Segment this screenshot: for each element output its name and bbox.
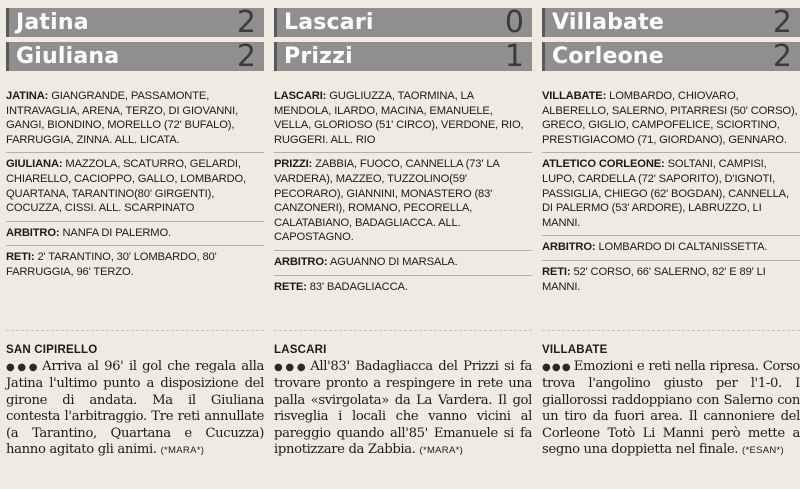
- home-lineup: [274, 89, 532, 152]
- home-team-name: Villabate: [552, 10, 664, 35]
- divider: [542, 330, 800, 331]
- report-body: Emozioni e reti nella ripresa. Corso trova l'angolino giusto per l'1-0. I giallorossi raddoppiano con Salerno con un tiro da fuori area. Il cannoniere del Corleone Totò Li Manni però mette a segno una doppietta nel finale.: [542, 359, 800, 458]
- referee-value: AGUANNO DI MARSALA.: [329, 255, 458, 268]
- report-text: [542, 359, 800, 459]
- goals-label: RETE:: [274, 280, 307, 293]
- referee-label: ARBITRO:: [542, 241, 596, 254]
- goals-label: RETI:: [6, 251, 35, 264]
- referee-value: LOMBARDO DI CALTANISSETTA.: [598, 241, 768, 254]
- report-place: SAN CIPIRELLO: [6, 344, 98, 356]
- away-team-bar: [6, 39, 264, 74]
- away-lineup-players: SOLTANI, CAMPISI, LUPO, CARDELLA (72' SAPORITO), D'IGNOTI, PASSIGLIA, CHIEGO (62' BOGDAN), CANNELLA, DI PALERMO (53' ARDORE), LABRUZZO, LI MANNI.: [542, 158, 789, 229]
- report-place: LASCARI: [274, 344, 327, 356]
- away-lineup-players: MAZZOLA, SCATURRO, GELARDI, CHIARELLO, CACIOPPO, GALLO, LOMBARDO, QUARTANA, TARANTINO(80' GIRGENTI), COCUZZA, CISSI. ALL. SCARPINATO: [6, 158, 247, 215]
- match-report: [6, 344, 264, 459]
- goals-value: 83' BADAGLIACCA.: [309, 280, 408, 293]
- goals: [542, 260, 800, 299]
- report-signature: (*MARA*): [419, 445, 464, 457]
- home-team-name: Lascari: [284, 10, 374, 35]
- report-body: All'83' Badagliacca del Prizzi si fa trovare pronto a respingere in rete una palla «svirgolata» da La Vardera. Il gol risveglia i locali che vanno vicini al pareggio quando all'85' Emanuele si fa ipnotizzare da Zabbia.: [274, 359, 532, 458]
- match-column-1: [6, 0, 264, 489]
- away-team-bar: [274, 39, 532, 74]
- match-details: [6, 89, 264, 285]
- referee-value: NANFA DI PALERMO.: [62, 226, 171, 239]
- away-team-score: 1: [504, 39, 524, 74]
- goals: [6, 245, 264, 284]
- referee: [274, 250, 532, 275]
- away-lineup-label: ATLETICO CORLEONE:: [542, 158, 665, 171]
- away-team-score: 2: [772, 39, 792, 74]
- home-team-bar: [542, 5, 800, 40]
- referee: [542, 235, 800, 260]
- divider: [6, 330, 264, 331]
- match-report: [274, 344, 532, 459]
- home-lineup: [542, 89, 800, 152]
- bullet-icon: ●●●: [274, 362, 309, 373]
- home-team-score: 2: [236, 5, 256, 40]
- match-report: [542, 344, 800, 459]
- home-team-score: 0: [504, 5, 524, 40]
- goals-value: 2' TARANTINO, 30' LOMBARDO, 80' FARRUGGIA, 96' TERZO.: [6, 251, 217, 278]
- report-signature: (*MARA*): [160, 445, 205, 457]
- home-team-bar: [6, 5, 264, 40]
- report-text: [6, 359, 264, 459]
- home-lineup-label: VILLABATE:: [542, 90, 607, 102]
- away-team-name: Prizzi: [284, 44, 353, 69]
- away-lineup-label: PRIZZI:: [274, 158, 313, 171]
- divider: [274, 330, 532, 331]
- home-team-score: 2: [772, 5, 792, 40]
- goals-value: 52' CORSO, 66' SALERNO, 82' E 89' LI MANNI.: [542, 265, 766, 293]
- away-team-name: Giuliana: [16, 44, 120, 69]
- away-lineup: [542, 152, 800, 235]
- home-lineup-players: LOMBARDO, CHIOVARO, ALBERELLO, SALERNO, PITARRESI (50' CORSO), GRECO, GIGLIO, CAMPOFELICE, SCIORTINO, PRESTIGIACOMO (71, GIORDANO), GENNARO.: [542, 90, 798, 146]
- away-team-bar: [542, 39, 800, 74]
- report-signature: (*ESAN*): [742, 445, 784, 457]
- away-lineup-label: GIULIANA:: [6, 158, 63, 171]
- home-team-bar: [274, 5, 532, 40]
- referee-label: ARBITRO:: [6, 226, 60, 239]
- goals: [274, 275, 532, 300]
- home-lineup-label: JATINA:: [6, 90, 49, 102]
- match-details: [274, 89, 532, 299]
- report-place: VILLABATE: [542, 344, 608, 356]
- match-column-2: [274, 0, 532, 489]
- home-lineup-players: GIANGRANDE, PASSAMONTE, INTRAVAGLIA, ARENA, TERZO, DI GIOVANNI, GANGI, BIONDINO, MORELLO (72' BUFALO), FARRUGGIA, ZINNA. ALL. LICATA.: [6, 90, 239, 146]
- match-details: [542, 89, 800, 299]
- away-lineup: [6, 152, 264, 220]
- away-team-score: 2: [236, 39, 256, 74]
- bullet-icon: ●●●: [6, 362, 41, 373]
- away-lineup-players: ZABBIA, FUOCO, CANNELLA (73' LA VARDERA), MAZZEO, TUZZOLINO(59' PECORARO), GIANNINI, MONASTERO (83' CANZONERI), ROMANO, PECORELLA, CALATABIANO, BADAGLIACCA. ALL. CAPOSTAGNO.: [274, 158, 500, 244]
- referee-label: ARBITRO:: [274, 255, 328, 268]
- bullet-icon: ●●●: [542, 362, 572, 373]
- home-lineup-players: GUGLIUZZA, TAORMINA, LA MENDOLA, ILARDO, MACINA, EMANUELE, VELLA, GLORIOSO (51' CIRCO), VERDONE, RIO, RUGGERI. ALL. RIO: [274, 90, 524, 146]
- report-text: [274, 359, 532, 459]
- home-lineup-label: LASCARI:: [274, 90, 327, 102]
- referee: [6, 221, 264, 246]
- home-team-name: Jatina: [16, 10, 89, 35]
- away-lineup: [274, 152, 532, 250]
- goals-label: RETI:: [542, 265, 571, 278]
- report-body: Arriva al 96' il gol che regala alla Jatina l'ultimo punto a disposizione del girone di andata. Ma il Giuliana contesta l'arbitraggio. Tre reti annullate (a Tarantino, Quartana e Cucuzza) hanno agitato gli animi.: [6, 359, 265, 458]
- home-lineup: [6, 89, 264, 152]
- away-team-name: Corleone: [552, 44, 664, 69]
- match-column-3: [542, 0, 800, 489]
